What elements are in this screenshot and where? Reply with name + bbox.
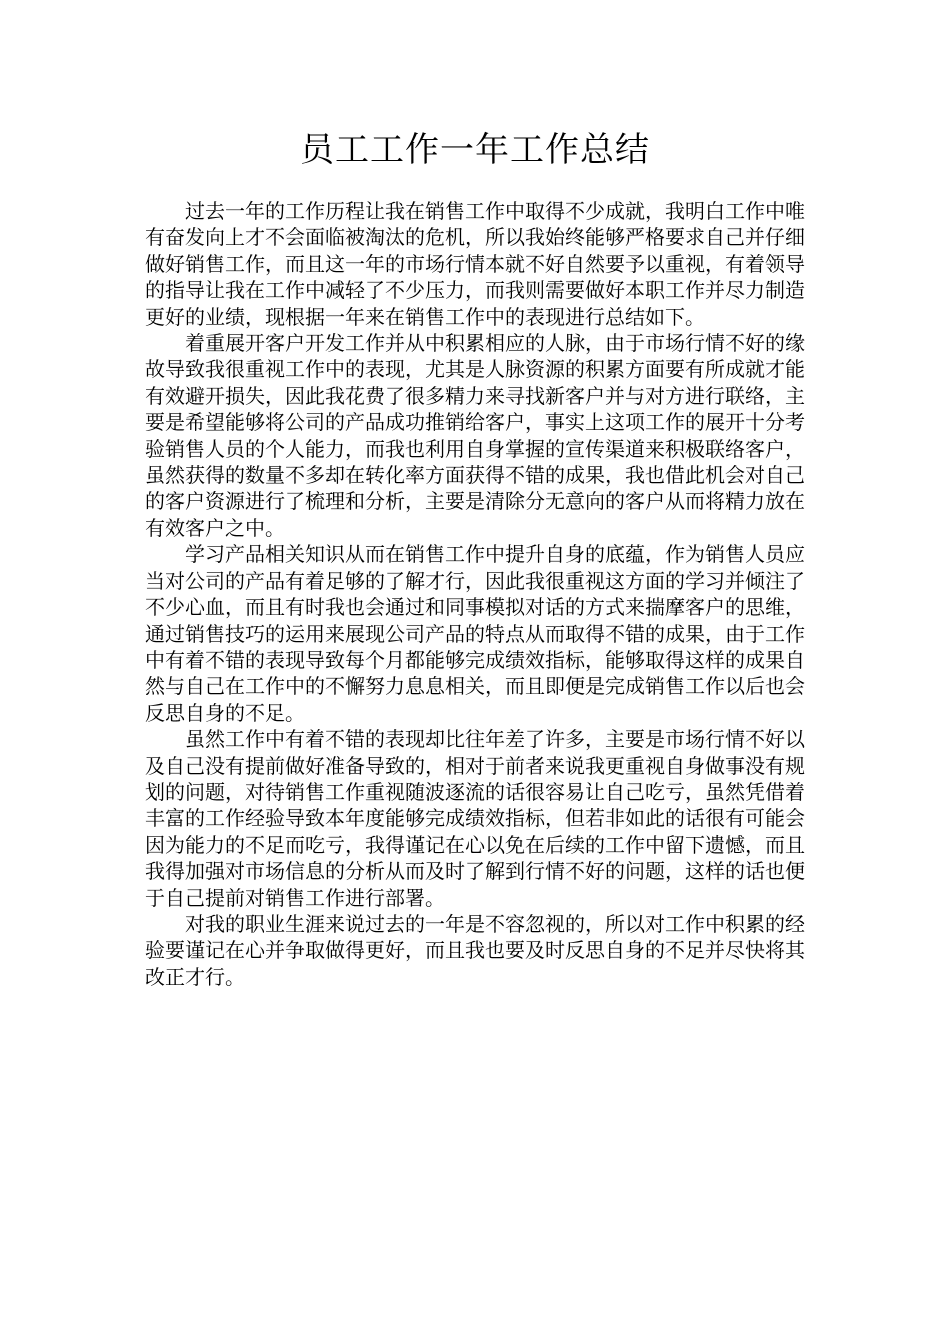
document-body — [145, 198, 805, 990]
paragraph-4: 虽然工作中有着不错的表现却比往年差了许多，主要是市场行情不好以及自己没有提前做好准备导致的，相对于前者来说我更重视自身做事没有规划的问题，对待销售工作重视随波逐流的话很容易让自己吃亏，虽然凭借着丰富的工作经验导致本年度能够完成绩效指标，但若非如此的话很有可能会因为能力的不足而吃亏，我得谨记在心以免在后续的工作中留下遗憾，而且我得加强对市场信息的分析从而及时了解到行情不好的问题，这样的话也便于自己提前对销售工作进行部署。 — [145, 727, 805, 910]
paragraph-2: 着重展开客户开发工作并从中积累相应的人脉，由于市场行情不好的缘故导致我很重视工作中的表现，尤其是人脉资源的积累方面要有所成就才能有效避开损失，因此我花费了很多精力来寻找新客户并与对方进行联络，主要是希望能够将公司的产品成功推销给客户，事实上这项工作的展开十分考验销售人员的个人能力，而我也利用自身掌握的宣传渠道来积极联络客户，虽然获得的数量不多却在转化率方面获得不错的成果，我也借此机会对自己的客户资源进行了梳理和分析，主要是清除分无意向的客户从而将精力放在有效客户之中。 — [145, 331, 805, 540]
document-title: 员工工作一年工作总结 — [300, 130, 650, 170]
paragraph-3: 学习产品相关知识从而在销售工作中提升自身的底蕴，作为销售人员应当对公司的产品有着足够的了解才行，因此我很重视这方面的学习并倾注了不少心血，而且有时我也会通过和同事模拟对话的方式来揣摩客户的思维，通过销售技巧的运用来展现公司产品的特点从而取得不错的成果，由于工作中有着不错的表现导致每个月都能够完成绩效指标，能够取得这样的成果自然与自己在工作中的不懈努力息息相关，而且即便是完成销售工作以后也会反思自身的不足。 — [145, 542, 805, 725]
paragraph-1: 过去一年的工作历程让我在销售工作中取得不少成就，我明白工作中唯有奋发向上才不会面临被淘汰的危机，所以我始终能够严格要求自己并仔细做好销售工作，而且这一年的市场行情本就不好自然要予以重视，有着领导的指导让我在工作中减轻了不少压力，而我则需要做好本职工作并尽力制造更好的业绩，现根据一年来在销售工作中的表现进行总结如下。 — [145, 199, 805, 329]
paragraph-5: 对我的职业生涯来说过去的一年是不容忽视的，所以对工作中积累的经验要谨记在心并争取做得更好，而且我也要及时反思自身的不足并尽快将其改正才行。 — [145, 911, 805, 989]
